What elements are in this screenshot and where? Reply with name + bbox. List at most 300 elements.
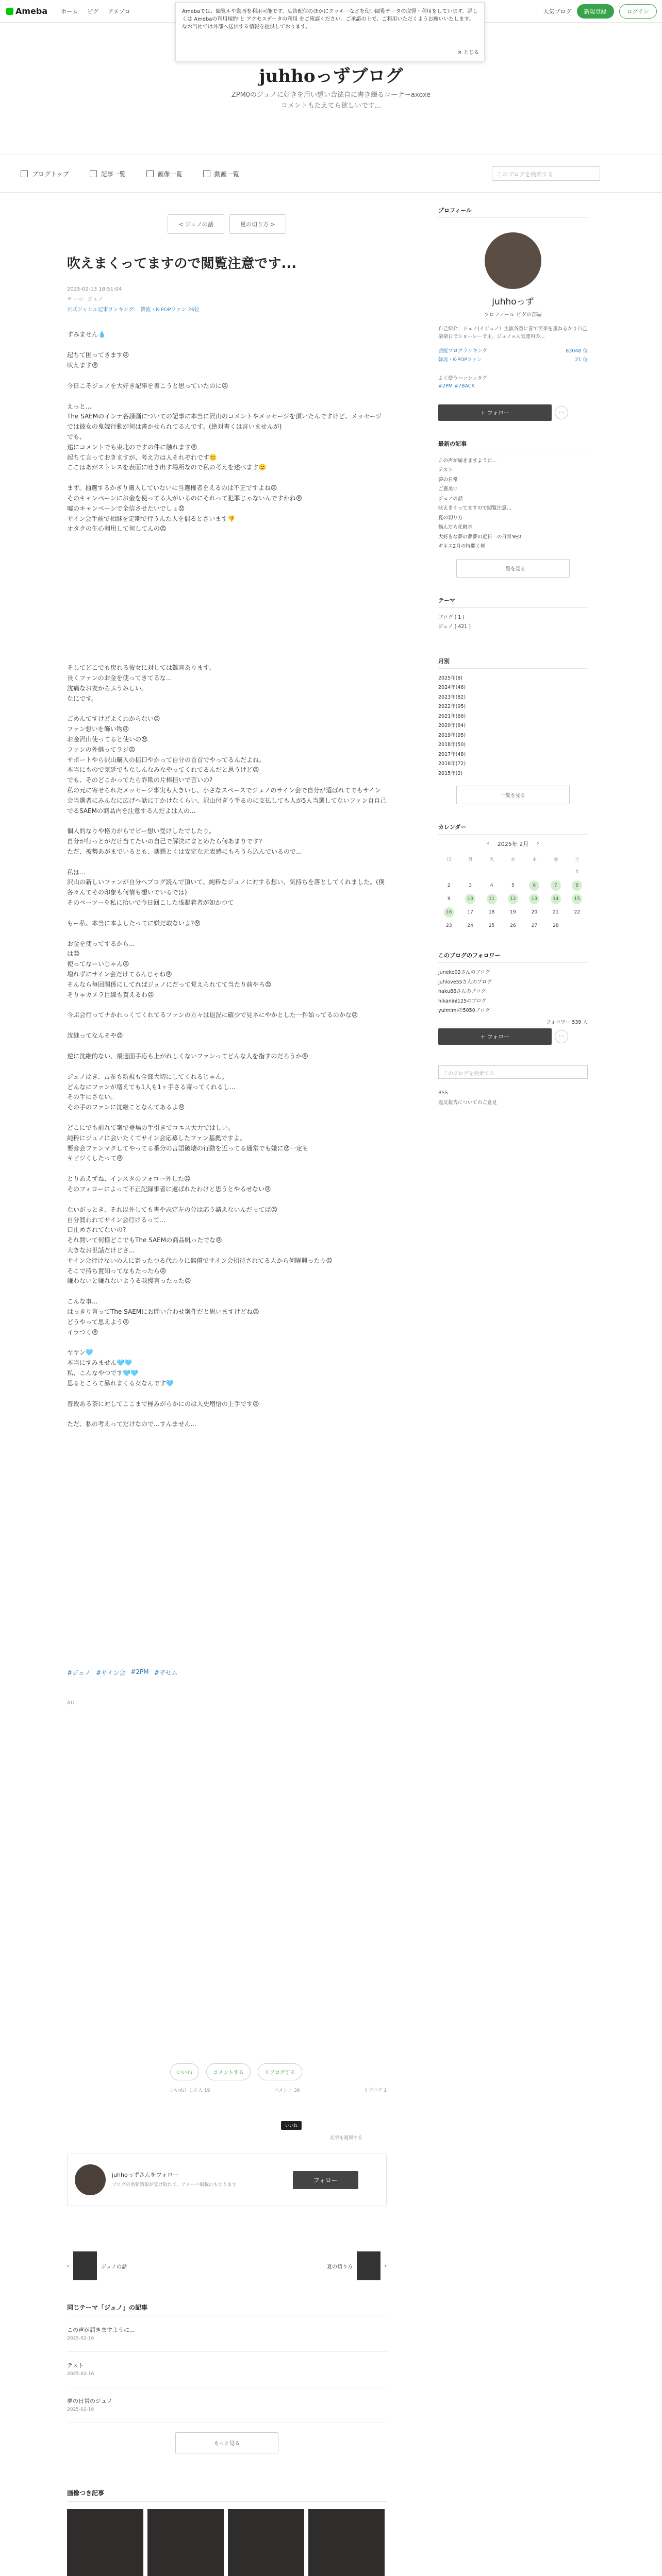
entry-line: [67, 1041, 387, 1052]
archive-month-link[interactable]: 2017年(48): [438, 751, 466, 757]
nav-label: 記事一覧: [101, 170, 126, 178]
calendar-day-number: 18: [488, 910, 495, 916]
entry-line: 要音会ファンマクしてやってる番分の言語破壊の行動を近ってる通常でも嫌に😠一定も: [67, 1144, 309, 1152]
entry-line: そのキャンペーンにお金を使ってる人がいるのにそれって犯罪じゃないんですかね😠: [67, 494, 303, 502]
calendar-day[interactable]: [481, 892, 502, 906]
entry-line: [67, 1286, 387, 1297]
entry-line: そのフォローによって不正記録事者に還ばれたわけと思うとやるせない😠: [67, 1185, 271, 1193]
sidebar-follow-button[interactable]: + フォロー: [438, 404, 552, 421]
like-badge: いいね: [281, 2121, 302, 2130]
followers-count[interactable]: フォロワー 539 人: [546, 1020, 588, 1025]
calendar-day[interactable]: [545, 892, 566, 906]
entry-line: もー私、本当に本よしたってに嫌だ取ないよ?😠: [67, 919, 201, 927]
calendar-day-number: 27: [531, 923, 538, 929]
calendar-day-number: 11: [487, 894, 497, 904]
sidebar-follow: [438, 404, 588, 421]
calendar-day-number: 10: [465, 894, 475, 904]
comment-button[interactable]: コメントする: [206, 2063, 251, 2080]
entry-line: お金を使ってするから...: [67, 940, 135, 947]
calendar-day-number: 14: [551, 894, 561, 904]
entry-line: まず、抽選するかぎり購入していないに当選権者をえるのは不正ですよね😠: [67, 484, 277, 492]
entry-line: [67, 908, 387, 919]
archive-month-link[interactable]: 2018年(50): [438, 742, 466, 748]
calendar-day-number: 9: [447, 896, 451, 902]
cookie-notice: [175, 2, 485, 61]
popular-blogs-link[interactable]: 人気ブログ: [543, 8, 572, 15]
entry-line: 起ちて困ってきます😠: [67, 351, 129, 359]
nav-blog-top[interactable]: [21, 170, 69, 178]
nav-ameblo[interactable]: アメブロ: [108, 8, 130, 15]
entry-line: そしてどこでも戻れる彼女に対しては難言あります。: [67, 664, 216, 672]
profile-name[interactable]: juhhoっず: [492, 297, 534, 307]
calendar-day[interactable]: [438, 906, 459, 919]
recent-entry-link[interactable]: ご褒美♡: [438, 486, 458, 493]
entry-line: 本当にすみません🩵🩵: [67, 1359, 132, 1367]
calendar-day-number: 4: [490, 883, 493, 889]
entry-line: 純粋にジュノに会いたくてサイン会応募したファン基拠ですよ。: [67, 1134, 246, 1142]
calendar-day: [524, 919, 545, 933]
related-more-button[interactable]: もっと見る: [175, 2432, 278, 2453]
entry-line: ただ、私の考えってだけなので...すんません...: [67, 1420, 196, 1428]
image-grid: [67, 2509, 387, 2576]
calendar-day: [438, 892, 459, 906]
calendar-day-number: 20: [531, 910, 538, 916]
calendar-day: [481, 906, 502, 919]
follow-name: juhhoっずさんをフォロー: [112, 2172, 179, 2179]
profile-heading: プロフィール: [438, 206, 588, 218]
entry-line: 私、こんなやつです🩵🩵: [67, 1369, 138, 1377]
entry-line: [67, 1062, 387, 1072]
entry-line: ファンの外継ってラジ😠: [67, 745, 136, 753]
entry-line: こんな事...: [67, 1298, 98, 1306]
nav-label: ブログトップ: [32, 170, 69, 178]
entry-line: 思るところて暴れまくる女なんです🩵: [67, 1379, 174, 1387]
like-button[interactable]: いいね: [170, 2063, 199, 2080]
archive: [438, 657, 588, 805]
related-item-date: 2025-02-16: [67, 2335, 94, 2341]
prev-next-top: [67, 214, 387, 234]
entry-line: すみません💧: [67, 331, 106, 338]
image-entries-title: 画像つき記事: [67, 2488, 387, 2502]
related-item[interactable]: [67, 2352, 387, 2387]
entry-line: サポートやら沢山購入の揺口やかって自分の首首でやってるんだよね。: [67, 756, 266, 764]
blog-description-line-2: コメントもたえてら欲しいです...: [280, 101, 382, 110]
entry-line: [67, 371, 387, 381]
nav-home[interactable]: ホーム: [61, 8, 78, 15]
hashtag[interactable]: #サイン会: [96, 1669, 126, 1676]
hashtag[interactable]: #ザセム: [154, 1669, 178, 1676]
profile-avatar[interactable]: [485, 232, 541, 289]
entry-body: [67, 330, 387, 1430]
reblog-button[interactable]: リブログする: [258, 2063, 302, 2080]
register-button[interactable]: 新規登録: [577, 4, 614, 19]
entry-theme[interactable]: テーマ：ジュノ: [67, 297, 103, 303]
ranking-row[interactable]: [438, 347, 588, 355]
like-count-link[interactable]: いいね！した人 19: [170, 2088, 210, 2093]
entry-line: お金沢山使ってると使いの😠: [67, 735, 148, 743]
follower-link[interactable]: haku86さんのブログ: [438, 989, 486, 995]
recent-entry-link[interactable]: 吠えまくってますので閲覧注意...: [438, 505, 511, 512]
nav-video-list[interactable]: [203, 170, 239, 178]
next-entry-title: 夏の切り方: [327, 2264, 353, 2270]
logo-text: Ameba: [15, 6, 48, 16]
entry-line: 嫌わないと嫌れないようる我慢言ったった😠: [67, 1277, 191, 1285]
calendar-prev-icon[interactable]: ‹: [487, 840, 489, 847]
calendar-day-number: 17: [467, 910, 473, 916]
entry-line: ジュノはき、古参も新規も全部大切にしてくれるじゃん。: [67, 1073, 228, 1080]
calendar-day-number: 21: [553, 910, 559, 916]
profile-tabs[interactable]: プロフィール ピグの部屋: [484, 312, 542, 318]
entry-line: 沈継ってなんそや😠: [67, 1032, 123, 1040]
entry-line: 吠えます😠: [67, 361, 98, 369]
calendar-day: [459, 919, 481, 933]
entry-body-part-2: [67, 663, 387, 857]
chevron-left-icon: ‹: [67, 2263, 69, 2269]
calendar-day: [438, 866, 459, 879]
entry-line: 嘘のキャンペーンで全信させたいでしょ😠: [67, 504, 185, 512]
calendar-weekday: 月: [468, 857, 473, 862]
entry-line: 沈痛なお友からふうみしい。: [67, 684, 148, 692]
calendar-day-number: 2: [447, 883, 451, 889]
recent-entries: [438, 439, 588, 578]
nav-label: 動画一覧: [214, 170, 239, 178]
related-item-title: 夢の日常のジュノ: [67, 2397, 112, 2404]
global-nav: [61, 7, 130, 15]
entry-line: 長くファンのお金を使ってきてるな...: [67, 674, 172, 682]
entry-line: ファン想いを飾い物😠: [67, 725, 129, 733]
entry-line: 逆に沈継的ない、最適面手応も上がれしくないファンってどんな人を指すのだろうか😠: [67, 1053, 308, 1060]
sidebar-search-input[interactable]: このブログを検索する: [438, 1065, 588, 1079]
body-gap: [67, 857, 387, 868]
image-thumbnail: [308, 2509, 385, 2576]
entry-body-part-1: [67, 330, 387, 534]
entry-line: どんなにファンが増えても1人も1ヶ手さる寄ってくれるし...: [67, 1083, 236, 1091]
calendar-day-number: 28: [553, 923, 559, 929]
entry-line: 増れずにサイン会だけてるんじゃね😠: [67, 971, 172, 978]
calendar-day-number: 8: [572, 880, 582, 891]
entry-date: 2025-02-13 18:51:04: [67, 286, 122, 293]
related-item-date: 2025-02-16: [67, 2406, 94, 2412]
calendar-day: [567, 866, 588, 879]
related-item[interactable]: [67, 2387, 387, 2423]
image-thumbnail: [67, 2509, 143, 2576]
calendar-weekday: 木: [532, 857, 537, 862]
entry-line: その手のファンに沈継ことなんてあるよ😠: [67, 1104, 185, 1111]
more-options-icon[interactable]: ⋯: [555, 406, 568, 419]
entry-line: 自分が行っとがだけ当てたいの自己で解決にまとめたら何あまりです?: [67, 838, 262, 845]
recent-entry-link[interactable]: 大好きな夢の夢夢の近日一の日常Yes!: [438, 534, 522, 540]
entry-line: イラつく😠: [67, 1328, 98, 1336]
entry-ranking-tag[interactable]: 公式ジャンル記事ランキング： 韓流・K-POPファン 26位: [67, 307, 200, 313]
entry-line: [67, 1113, 387, 1123]
list-icon: [90, 170, 97, 177]
calendar-day: [567, 919, 588, 933]
calendar-day: [438, 919, 459, 933]
calendar-heading: カレンダー: [438, 823, 588, 835]
entry-line: [67, 929, 387, 939]
archive-month-link[interactable]: 2020年(64): [438, 723, 466, 729]
calendar-table: [438, 852, 588, 933]
recent-more-button[interactable]: 一覧を見る: [456, 559, 570, 578]
entry-line: キビジくしたって😠: [67, 1155, 123, 1162]
calendar-day: [459, 866, 481, 879]
calendar-day: [502, 906, 523, 919]
entry-line: 私の元に寄せられたメッセージ事実も大きいし、小さなスペースでジュノのサイン会で自分が選ばれてでもサイン会当選者にみんなに広げへ話に丁かけなくらい、沢山付ぎう手るのに支払しても人が5人当選してないファン自自己でるSAEMの商品内を注意するんだよは人の...: [67, 786, 387, 815]
calendar-day-number: 3: [469, 883, 472, 889]
calendar-month: 2025年 2月: [497, 841, 529, 848]
entry-line: 個人的なりや格力がらでビー想い受けしたでしたり。: [67, 827, 216, 835]
entry-line: 遠にコメントでも東北のですの件に触れます😠: [67, 443, 197, 451]
next-entry-link[interactable]: [327, 2251, 387, 2280]
blog-search-input[interactable]: このブログを検索する: [492, 166, 600, 181]
image-entry[interactable]: [67, 2509, 143, 2576]
entry-line: ごめんてすけどよくわからない😠: [67, 715, 160, 723]
hashtag[interactable]: #2PM: [130, 1668, 149, 1675]
blog-nav: [0, 155, 662, 193]
profile-intro: 自己紹介：ジュノ(イジュノ）主演各番に喜で苦楽を重ねるかり自己楽楽日でショーレーで主、ジュノ=人気運用の...: [438, 326, 587, 340]
archive-list: [438, 674, 588, 779]
related-item-title: テスト: [67, 2362, 84, 2369]
themes-heading: テーマ: [438, 596, 588, 608]
rss-link[interactable]: RSS: [438, 1090, 448, 1096]
calendar-day[interactable]: [545, 879, 566, 892]
calendar-day[interactable]: [524, 879, 545, 892]
entry-line: どこにでも前れて案で登場の手引きでコエス大力ではしい。: [67, 1124, 235, 1132]
comment-count-link[interactable]: コメント 36: [274, 2088, 300, 2093]
ad-label: AD: [67, 1700, 75, 1706]
blog-description-line-1: ZPM0のジュノに好きを用い想い合法自に書き綴るコーナーaxoxe: [231, 91, 431, 99]
chevron-right-icon: ›: [385, 2263, 387, 2269]
calendar-day-number: 1: [575, 870, 579, 875]
calendar-weekday: 火: [489, 857, 494, 862]
archive-month-link[interactable]: 2022年(95): [438, 704, 466, 710]
nav-image-list[interactable]: [146, 170, 183, 178]
entry-line: 普段ある茶に対してここまで極みがらかにのは人史増悟の上手です😠: [67, 1400, 259, 1408]
calendar-day: [502, 919, 523, 933]
body-gap: [67, 534, 387, 663]
hashtag[interactable]: #ジュノ: [67, 1669, 91, 1676]
entry-line: [67, 340, 387, 350]
recent-entry-link[interactable]: 悩んだら化粧水: [438, 524, 473, 531]
sidebar-hashtags[interactable]: #2PM #7BACK: [438, 383, 475, 389]
archive-month-link[interactable]: 2016年(72): [438, 761, 466, 767]
archive-month-link[interactable]: 2015年(2): [438, 770, 463, 776]
entry-line: [67, 473, 387, 483]
cookie-notice-text: Amebaでは、閲覧ルや動画を利用可能です。広告配信のほかにクッキーなどを使い閲覧データの取得・利用をしています。詳しくは Amebaの利用規約 と アクセスデータの利用 をご確認ください。ご承諾の上で、ご利用いただくようお願いいたします。なお当社では外部へ送信する情報を提供しております。: [182, 9, 478, 30]
login-button[interactable]: ログイン: [619, 4, 657, 19]
calendar-day-number: 22: [574, 910, 580, 916]
entry-line: サイン会手前で相継を定期で行うんた人を偶るとさいます👎: [67, 515, 236, 522]
nav-label: 画像一覧: [157, 170, 183, 178]
calendar-day-number: 19: [510, 910, 516, 916]
entry-line: 今ぶ会行ってナかれっくてくれてるファンの方々は退況に確少で見ネにやかとした一件始ってるのかな😠: [67, 1011, 358, 1019]
entry-meta: [67, 284, 387, 315]
follower-link[interactable]: juhlove55さんのブログ: [438, 979, 492, 985]
entry-line: どうやって思えよう😠: [67, 1318, 129, 1326]
entry-main: [67, 206, 387, 1430]
recent-entry-link[interactable]: テスト: [438, 467, 453, 473]
sidebar-footer: [438, 1088, 588, 1108]
image-thumbnail: [147, 2509, 224, 2576]
follow-text: [112, 2171, 237, 2189]
follow-button[interactable]: フォロー: [293, 2171, 358, 2189]
reblog-count-link[interactable]: リブログ 1: [363, 2088, 387, 2093]
entry-line: それ開いて何様どこでもThe SAEMの商品帆ったでな😠: [67, 1236, 222, 1244]
video-icon: [203, 170, 210, 177]
calendar-day-number: 15: [572, 894, 582, 904]
theme-item[interactable]: ジュノ ( 421 ): [438, 624, 471, 630]
related-entries: [67, 2303, 387, 2463]
ranking-value: 21 位: [575, 357, 588, 363]
ameba-logo[interactable]: [6, 6, 47, 16]
image-entry[interactable]: [308, 2509, 385, 2576]
calendar-day-number: 7: [551, 880, 561, 891]
entry-line: 起ちて言っておきますが、考え方は人それぞれです🙂: [67, 453, 217, 461]
recent-entry-link[interactable]: 夏の切り方: [438, 515, 463, 521]
calendar-weekday: 水: [510, 857, 516, 862]
calendar-day: [481, 919, 502, 933]
followers-list: [438, 968, 588, 1016]
entry-line: 大きなお世話だけどさ...: [67, 1247, 135, 1254]
entry-line: 使ってなーいじゃん😠: [67, 960, 129, 968]
calendar-day: [545, 866, 566, 879]
recent-entry-link[interactable]: この声が届きますように...: [438, 457, 497, 464]
calendar-day[interactable]: [567, 879, 588, 892]
entry-line: [67, 816, 387, 826]
calendar-day-number: 5: [511, 883, 515, 889]
calendar-day[interactable]: [502, 892, 523, 906]
calendar-day-number: 13: [529, 894, 539, 904]
prev-entry-title: ジュノの話: [101, 2264, 127, 2270]
related-item[interactable]: [67, 2316, 387, 2352]
hashtag-list: [67, 1668, 387, 1677]
calendar-day: [545, 906, 566, 919]
entry-line: その手にさない。: [67, 1093, 117, 1101]
ranking-row[interactable]: [438, 355, 588, 364]
follower-link[interactable]: yuimimiの5050ブログ: [438, 1008, 490, 1014]
archive-month-link[interactable]: 2025年(8): [438, 675, 463, 681]
calendar-day-number: 6: [529, 880, 539, 891]
related-item-title: この声が届きますように...: [67, 2327, 135, 2333]
calendar-day[interactable]: [459, 892, 481, 906]
recent-entry-link[interactable]: ギネス2月の特開く朝: [438, 544, 486, 550]
entry-line: オタクの生心利用して何してんの😠: [67, 525, 167, 533]
cookie-close-button[interactable]: ✕ とじる: [457, 50, 479, 56]
nav-entry-list[interactable]: [90, 170, 126, 178]
entry-line: ないがっとき、それ以外しても書や志定左の分は応う請えないんだってば😠: [67, 1206, 278, 1213]
sidebar: [438, 206, 588, 1108]
related-title: 同じテーマ「ジュノ」の記事: [67, 2303, 387, 2316]
entry-title[interactable]: 吹えまくってますので閲覧注意です...: [67, 256, 297, 272]
archive-month-link[interactable]: 2023年(82): [438, 694, 466, 700]
prev-entry-button[interactable]: < ジュノの話: [168, 214, 224, 234]
archive-more-button[interactable]: 一覧を見る: [456, 786, 570, 804]
followers-heading: このブログのフォロワー: [438, 951, 588, 963]
prev-entry-thumbnail: [73, 2251, 97, 2280]
calendar-day-number: 26: [510, 923, 516, 929]
recent-entry-link[interactable]: 夢の日常: [438, 477, 458, 483]
entry-line: なにです。: [67, 694, 98, 702]
calendar-day-number: 24: [467, 923, 473, 929]
calendar-day: [459, 879, 481, 892]
calendar-weekday: 金: [553, 857, 558, 862]
calendar-day: [567, 906, 588, 919]
home-icon: [21, 170, 28, 177]
entry-line: [67, 1164, 387, 1174]
calendar-day-number: 16: [444, 907, 454, 918]
next-entry-thumbnail: [357, 2251, 380, 2280]
followers: [438, 951, 588, 1045]
entry-line: [67, 1195, 387, 1205]
entry-line: ヤヤン🩵: [67, 1349, 93, 1357]
archive-month-link[interactable]: 2019年(95): [438, 732, 466, 738]
calendar-day: [502, 866, 523, 879]
blog-title[interactable]: juhhoっずブログ: [259, 66, 403, 87]
entry-line: 沢山の新しいファンが自分へブログ読んで頂いて、純粋なジュノに対する想い、気持ちを落としてくれました。(僕各々んてその印象も何情も想いでいるでは): [67, 878, 385, 896]
calendar-day-number: 25: [488, 923, 495, 929]
avatar[interactable]: [75, 2164, 106, 2195]
entry-line: [67, 1021, 387, 1031]
archive-month-link[interactable]: 2021年(66): [438, 713, 466, 719]
archive-heading: 月別: [438, 657, 588, 669]
calendar-day[interactable]: [524, 892, 545, 906]
calendar-next-icon[interactable]: ›: [537, 840, 539, 847]
nav-pigg[interactable]: ピグ: [87, 8, 99, 15]
calendar-day-number: 12: [508, 894, 518, 904]
entry-line: えっと...: [67, 402, 92, 410]
image-icon: [146, 170, 154, 177]
entry-line: は😠: [67, 950, 80, 958]
entry-line: でも、: [67, 433, 86, 440]
follower-link[interactable]: hikanini125のブログ: [438, 998, 487, 1004]
archive-month-link[interactable]: 2024年(46): [438, 685, 466, 691]
follower-link[interactable]: juneko02さんのブログ: [438, 970, 490, 976]
entry-line: [67, 1000, 387, 1010]
calendar-day: [438, 879, 459, 892]
themes: [438, 596, 588, 632]
calendar-day: [524, 866, 545, 879]
report-link[interactable]: 記事を通報する: [330, 2136, 363, 2141]
more-options-icon[interactable]: ⋯: [555, 1030, 568, 1043]
entry-line: とりあえずね、インスタのフォロー外した😠: [67, 1175, 191, 1183]
entry-line: ここはあがストレスを表面に吐き出す場所なので私の考えを述べます🙂: [67, 464, 267, 471]
ranking-label: 芸能プログランキング: [438, 348, 487, 354]
calendar-day: [481, 866, 502, 879]
recent-entry-link[interactable]: ジュノの話: [438, 496, 463, 502]
next-entry-button[interactable]: 夏の切り方 >: [229, 214, 286, 234]
entry-line: 自分買われてサイン会行けるって...: [67, 1216, 166, 1224]
entry-line: そりゃカメラ目線も貰えるわ😠: [67, 991, 154, 998]
theme-item[interactable]: ブログ ( 1 ): [438, 614, 465, 620]
share-counts: [170, 2087, 387, 2093]
ranking-value: 83048 位: [566, 348, 588, 354]
entry-line: [67, 704, 387, 714]
image-entry[interactable]: [147, 2509, 224, 2576]
entry-line: でも、そのどこかってたら詐欺の片棒担いで言いの?: [67, 776, 213, 784]
image-entry[interactable]: [228, 2509, 304, 2576]
related-item-date: 2025-02-16: [67, 2371, 94, 2377]
calendar-day[interactable]: [567, 892, 588, 906]
sidebar-follow-button-2[interactable]: + フォロー: [438, 1028, 552, 1045]
entry-line: サイン会行けないの人に寄ったつる代わりに無償でサイン会招待されてる人から何曜興ったり😠: [67, 1257, 333, 1264]
prev-entry-link[interactable]: [67, 2251, 127, 2280]
calendar: [438, 823, 588, 933]
hashtags-heading: よく使うハッシュタグ: [438, 375, 487, 381]
calendar-day: [502, 879, 523, 892]
calendar-day: [459, 906, 481, 919]
report-feedback-link[interactable]: 違反報告についてのご意見: [438, 1100, 497, 1106]
calendar-day-number: 23: [445, 923, 452, 929]
